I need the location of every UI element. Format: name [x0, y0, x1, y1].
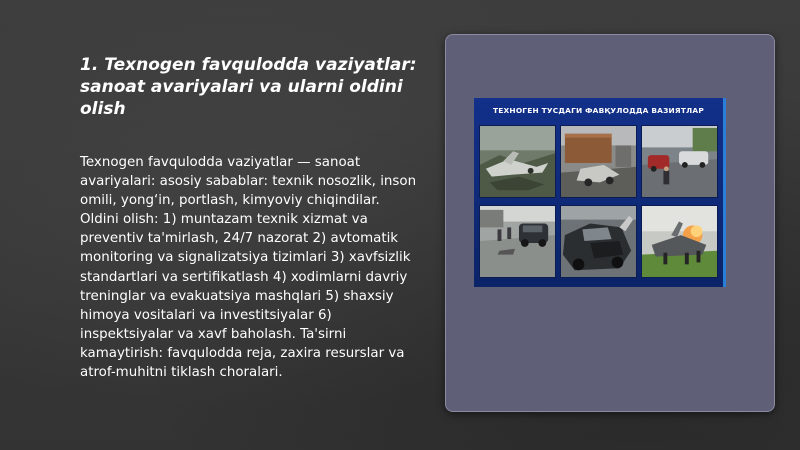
- slide-title: 1. Texnogen favqulodda vaziyatlar: sanoat avariyalari va ularni oldini olish: [80, 55, 417, 119]
- slide-body-text: Texnogen favqulodda vaziyatlar — sanoat avariyalari: asosiy sabablar: texnik nosozlik, inson omili, yong‘in, portlash, kimyoviy chiqindilar. Oldini olish: 1) muntazam texnik xizmat va preventiv ta'mirlash, 24/7 nazorat 2) avtomatik monitoring va signalizatsiya tizimlari 3) xavfsizlik standartlari va sertifikatlash 4) xodimlarni davriy treninglar va evakuatsiya mashqlari 5) shaxsiy himoya vositalari va investitsiyalar 6) inspektsiyalar va xavf baholash. Ta'sirni kamaytirish: favqulodda reja, zaxira resurslar va atrof-muhitni tiklash choralari.: [80, 155, 417, 381]
- truck-accident-photo: [560, 125, 637, 198]
- street-crash-photo: [479, 205, 556, 278]
- explosion-photo: [641, 205, 718, 278]
- road-accident-photo: [641, 125, 718, 198]
- emergency-poster-image: [474, 98, 726, 287]
- plane-crash-photo: [479, 125, 556, 198]
- poster-title: ТЕХНОГЕН ТУСДАГИ ФАВҚУЛОДДА ВАЗИЯТЛАР: [493, 106, 704, 115]
- wrecked-car-photo: [560, 205, 637, 278]
